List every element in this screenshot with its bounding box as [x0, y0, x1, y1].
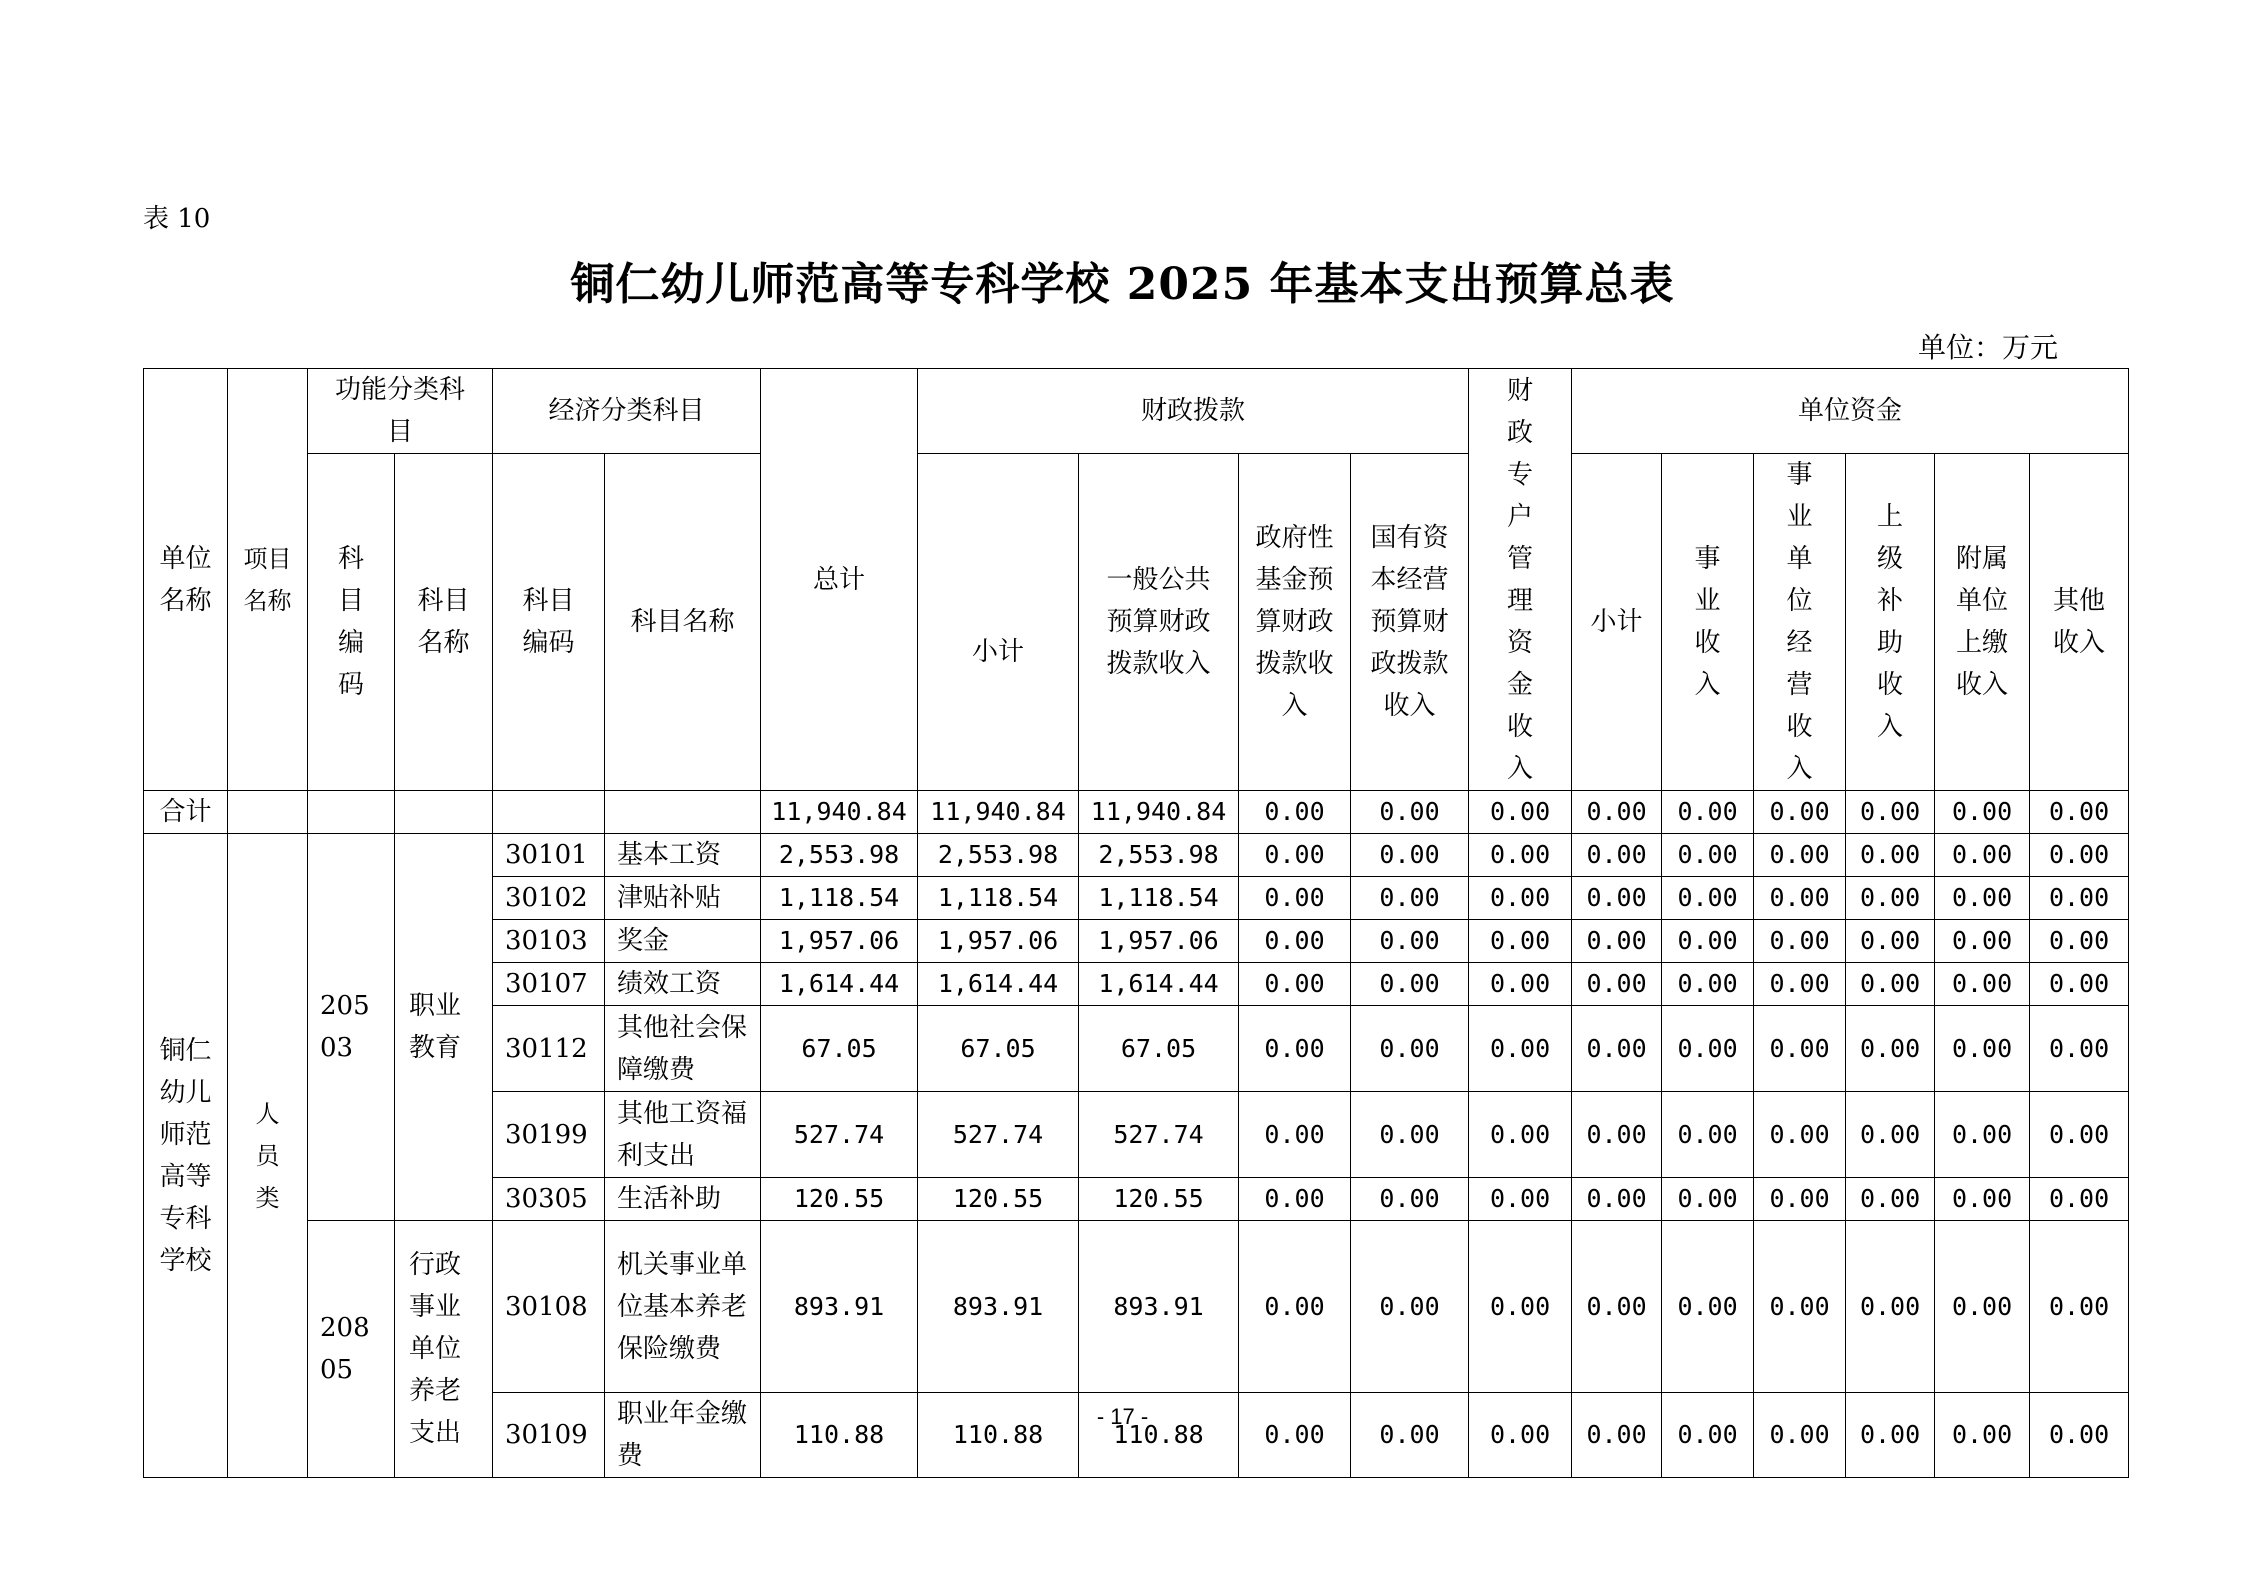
value-cell: 0.00 — [1754, 963, 1846, 1006]
header-unit-subtotal: 小计 — [1572, 454, 1662, 791]
header-special-account: 财政专户管理资金收入 — [1469, 369, 1572, 791]
value-cell: 11,940.84 — [918, 791, 1079, 834]
value-cell: 0.00 — [1662, 1006, 1754, 1092]
value-cell: 67.05 — [918, 1006, 1079, 1092]
header-other-income: 其他收入 — [2030, 454, 2129, 791]
header-gov-fund: 政府性基金预算财政拨款收入 — [1239, 454, 1351, 791]
econ-name-cell: 基本工资 — [605, 834, 761, 877]
value-cell: 0.00 — [1351, 1178, 1469, 1221]
value-cell: 0.00 — [1662, 963, 1754, 1006]
header-state-capital: 国有资本经营预算财政拨款收入 — [1351, 454, 1469, 791]
value-cell: 0.00 — [1351, 791, 1469, 834]
table-cell — [395, 791, 493, 834]
value-cell: 0.00 — [1239, 791, 1351, 834]
page-number: - 17 - — [1096, 1404, 1149, 1429]
group-code-cell: 20503 — [308, 834, 395, 1221]
value-cell: 0.00 — [1572, 1178, 1662, 1221]
header-superior-subsidy: 上级补助收入 — [1846, 454, 1935, 791]
value-cell: 0.00 — [1662, 1221, 1754, 1393]
value-cell: 110.88 — [1079, 1393, 1239, 1478]
econ-code-cell: 30101 — [493, 834, 605, 877]
value-cell: 0.00 — [1239, 877, 1351, 920]
econ-name-cell: 其他工资福利支出 — [605, 1092, 761, 1178]
value-cell: 0.00 — [1754, 877, 1846, 920]
econ-name-cell: 绩效工资 — [605, 963, 761, 1006]
value-cell: 0.00 — [1469, 877, 1572, 920]
value-cell: 0.00 — [1351, 877, 1469, 920]
value-cell: 0.00 — [1351, 1092, 1469, 1178]
value-cell: 0.00 — [1239, 1092, 1351, 1178]
econ-code-cell: 30112 — [493, 1006, 605, 1092]
budget-table — [143, 368, 2129, 1478]
value-cell: 1,614.44 — [918, 963, 1079, 1006]
econ-name-cell: 生活补助 — [605, 1178, 761, 1221]
value-cell: 0.00 — [1754, 1006, 1846, 1092]
value-cell: 0.00 — [1935, 963, 2030, 1006]
value-cell: 0.00 — [1754, 1393, 1846, 1478]
header-func-class: 功能分类科目 — [308, 369, 493, 454]
value-cell: 0.00 — [1351, 1221, 1469, 1393]
table-row — [144, 1221, 2129, 1393]
value-cell: 0.00 — [1935, 834, 2030, 877]
header-row-2 — [144, 454, 2129, 791]
value-cell: 0.00 — [1662, 834, 1754, 877]
value-cell: 0.00 — [2030, 834, 2129, 877]
value-cell: 11,940.84 — [761, 791, 918, 834]
value-cell: 0.00 — [1572, 1006, 1662, 1092]
value-cell: 0.00 — [1572, 1393, 1662, 1478]
value-cell: 0.00 — [1239, 1006, 1351, 1092]
value-cell: 0.00 — [1846, 920, 1935, 963]
table-cell — [605, 791, 761, 834]
value-cell: 1,957.06 — [761, 920, 918, 963]
value-cell: 2,553.98 — [761, 834, 918, 877]
value-cell: 0.00 — [1846, 1393, 1935, 1478]
value-cell: 0.00 — [1351, 963, 1469, 1006]
value-cell: 0.00 — [1935, 877, 2030, 920]
value-cell: 0.00 — [1935, 1178, 2030, 1221]
value-cell: 110.88 — [761, 1393, 918, 1478]
value-cell: 0.00 — [1754, 1092, 1846, 1178]
unit-name-cell: 铜仁幼儿师范高等专科学校 — [144, 834, 228, 1478]
header-total: 总计 — [761, 369, 918, 791]
value-cell: 527.74 — [761, 1092, 918, 1178]
value-cell: 67.05 — [761, 1006, 918, 1092]
total-label: 合计 — [144, 791, 228, 834]
econ-code-cell: 30109 — [493, 1393, 605, 1478]
header-project-name: 项目名称 — [228, 369, 308, 791]
value-cell: 0.00 — [1572, 920, 1662, 963]
table-cell — [493, 791, 605, 834]
value-cell: 0.00 — [1351, 1393, 1469, 1478]
value-cell: 0.00 — [1846, 1178, 1935, 1221]
value-cell: 0.00 — [2030, 920, 2129, 963]
value-cell: 0.00 — [1935, 1006, 2030, 1092]
econ-code-cell: 30107 — [493, 963, 605, 1006]
value-cell: 1,118.54 — [918, 877, 1079, 920]
value-cell: 0.00 — [1935, 1393, 2030, 1478]
value-cell: 0.00 — [1662, 1092, 1754, 1178]
value-cell: 0.00 — [2030, 1092, 2129, 1178]
value-cell: 0.00 — [1572, 963, 1662, 1006]
econ-name-cell: 奖金 — [605, 920, 761, 963]
value-cell: 2,553.98 — [1079, 834, 1239, 877]
value-cell: 0.00 — [1351, 834, 1469, 877]
table-cell — [308, 791, 395, 834]
header-operating-income: 事业单位经营收入 — [1754, 454, 1846, 791]
project-cell: 人员类 — [228, 834, 308, 1478]
value-cell: 0.00 — [1754, 1178, 1846, 1221]
group-code-cell: 20805 — [308, 1221, 395, 1478]
value-cell: 0.00 — [1754, 920, 1846, 963]
table-cell — [228, 791, 308, 834]
value-cell: 0.00 — [2030, 791, 2129, 834]
value-cell: 1,957.06 — [1079, 920, 1239, 963]
value-cell: 0.00 — [1572, 1221, 1662, 1393]
value-cell: 0.00 — [1469, 791, 1572, 834]
value-cell: 120.55 — [918, 1178, 1079, 1221]
value-cell: 0.00 — [1846, 1006, 1935, 1092]
value-cell: 0.00 — [1754, 791, 1846, 834]
value-cell: 893.91 — [1079, 1221, 1239, 1393]
value-cell: 0.00 — [2030, 1178, 2129, 1221]
header-general-budget: 一般公共预算财政拨款收入 — [1079, 454, 1239, 791]
value-cell: 0.00 — [1662, 877, 1754, 920]
value-cell: 0.00 — [1469, 1393, 1572, 1478]
value-cell: 0.00 — [2030, 1221, 2129, 1393]
value-cell: 0.00 — [1351, 920, 1469, 963]
value-cell: 0.00 — [1846, 1092, 1935, 1178]
value-cell: 0.00 — [1239, 1393, 1351, 1478]
table-label: 表 10 — [143, 204, 211, 234]
group-name-cell: 职业教育 — [395, 834, 493, 1221]
value-cell: 0.00 — [1754, 1221, 1846, 1393]
value-cell: 67.05 — [1079, 1006, 1239, 1092]
value-cell: 0.00 — [1239, 920, 1351, 963]
header-econ-class: 经济分类科目 — [493, 369, 761, 454]
header-business-income: 事业收入 — [1662, 454, 1754, 791]
value-cell: 0.00 — [1239, 1178, 1351, 1221]
value-cell: 0.00 — [1239, 963, 1351, 1006]
value-cell: 0.00 — [1572, 791, 1662, 834]
value-cell: 527.74 — [918, 1092, 1079, 1178]
value-cell: 0.00 — [1935, 791, 2030, 834]
value-cell: 527.74 — [1079, 1092, 1239, 1178]
value-cell: 0.00 — [1572, 1092, 1662, 1178]
header-unit-name: 单位名称 — [144, 369, 228, 791]
value-cell: 110.88 — [918, 1393, 1079, 1478]
econ-name-cell: 职业年金缴费 — [605, 1393, 761, 1478]
header-func-code: 科目编码 — [308, 454, 395, 791]
value-cell: 1,118.54 — [761, 877, 918, 920]
value-cell: 0.00 — [1662, 1178, 1754, 1221]
value-cell: 0.00 — [1351, 1006, 1469, 1092]
value-cell: 0.00 — [1846, 963, 1935, 1006]
value-cell: 0.00 — [1846, 1221, 1935, 1393]
group-name-cell: 行政事业单位养老支出 — [395, 1221, 493, 1478]
value-cell: 0.00 — [2030, 963, 2129, 1006]
value-cell: 1,614.44 — [761, 963, 918, 1006]
value-cell: 0.00 — [1662, 791, 1754, 834]
value-cell: 0.00 — [1572, 834, 1662, 877]
value-cell: 0.00 — [1846, 791, 1935, 834]
econ-code-cell: 30102 — [493, 877, 605, 920]
value-cell: 0.00 — [1469, 1092, 1572, 1178]
value-cell: 0.00 — [1469, 1221, 1572, 1393]
value-cell: 0.00 — [1662, 1393, 1754, 1478]
econ-name-cell: 津贴补贴 — [605, 877, 761, 920]
value-cell: 0.00 — [1662, 920, 1754, 963]
table-row — [144, 834, 2129, 877]
header-econ-name: 科目名称 — [605, 454, 761, 791]
value-cell: 0.00 — [1469, 1178, 1572, 1221]
header-fiscal: 财政拨款 — [918, 369, 1469, 454]
econ-code-cell: 30305 — [493, 1178, 605, 1221]
value-cell: 0.00 — [1469, 834, 1572, 877]
value-cell: 0.00 — [2030, 877, 2129, 920]
value-cell: 0.00 — [1239, 834, 1351, 877]
value-cell: 0.00 — [2030, 1006, 2129, 1092]
value-cell: 893.91 — [761, 1221, 918, 1393]
value-cell: 0.00 — [1935, 1221, 2030, 1393]
header-func-name: 科目名称 — [395, 454, 493, 791]
value-cell: 0.00 — [1935, 1092, 2030, 1178]
page-title: 铜仁幼儿师范高等专科学校 2025 年基本支出预算总表 — [570, 259, 1675, 310]
header-affiliated-income: 附属单位上缴收入 — [1935, 454, 2030, 791]
value-cell: 0.00 — [1846, 834, 1935, 877]
econ-code-cell: 30103 — [493, 920, 605, 963]
unit-label: 单位：万元 — [1918, 331, 2059, 364]
econ-code-cell: 30199 — [493, 1092, 605, 1178]
value-cell: 1,957.06 — [918, 920, 1079, 963]
value-cell: 120.55 — [761, 1178, 918, 1221]
value-cell: 1,614.44 — [1079, 963, 1239, 1006]
header-unit-funds: 单位资金 — [1572, 369, 2129, 454]
value-cell: 0.00 — [1469, 920, 1572, 963]
econ-code-cell: 30108 — [493, 1221, 605, 1393]
value-cell: 11,940.84 — [1079, 791, 1239, 834]
value-cell: 0.00 — [1572, 877, 1662, 920]
value-cell: 0.00 — [1935, 920, 2030, 963]
value-cell: 0.00 — [1754, 834, 1846, 877]
value-cell: 0.00 — [2030, 1393, 2129, 1478]
value-cell: 1,118.54 — [1079, 877, 1239, 920]
value-cell: 2,553.98 — [918, 834, 1079, 877]
econ-name-cell: 其他社会保障缴费 — [605, 1006, 761, 1092]
header-row-1 — [144, 369, 2129, 454]
value-cell: 893.91 — [918, 1221, 1079, 1393]
total-row — [144, 791, 2129, 834]
header-econ-code: 科目编码 — [493, 454, 605, 791]
header-fiscal-subtotal: 小计 — [918, 454, 1079, 791]
value-cell: 0.00 — [1846, 877, 1935, 920]
value-cell: 120.55 — [1079, 1178, 1239, 1221]
value-cell: 0.00 — [1469, 963, 1572, 1006]
value-cell: 0.00 — [1469, 1006, 1572, 1092]
value-cell: 0.00 — [1239, 1221, 1351, 1393]
econ-name-cell: 机关事业单位基本养老保险缴费 — [605, 1221, 761, 1393]
